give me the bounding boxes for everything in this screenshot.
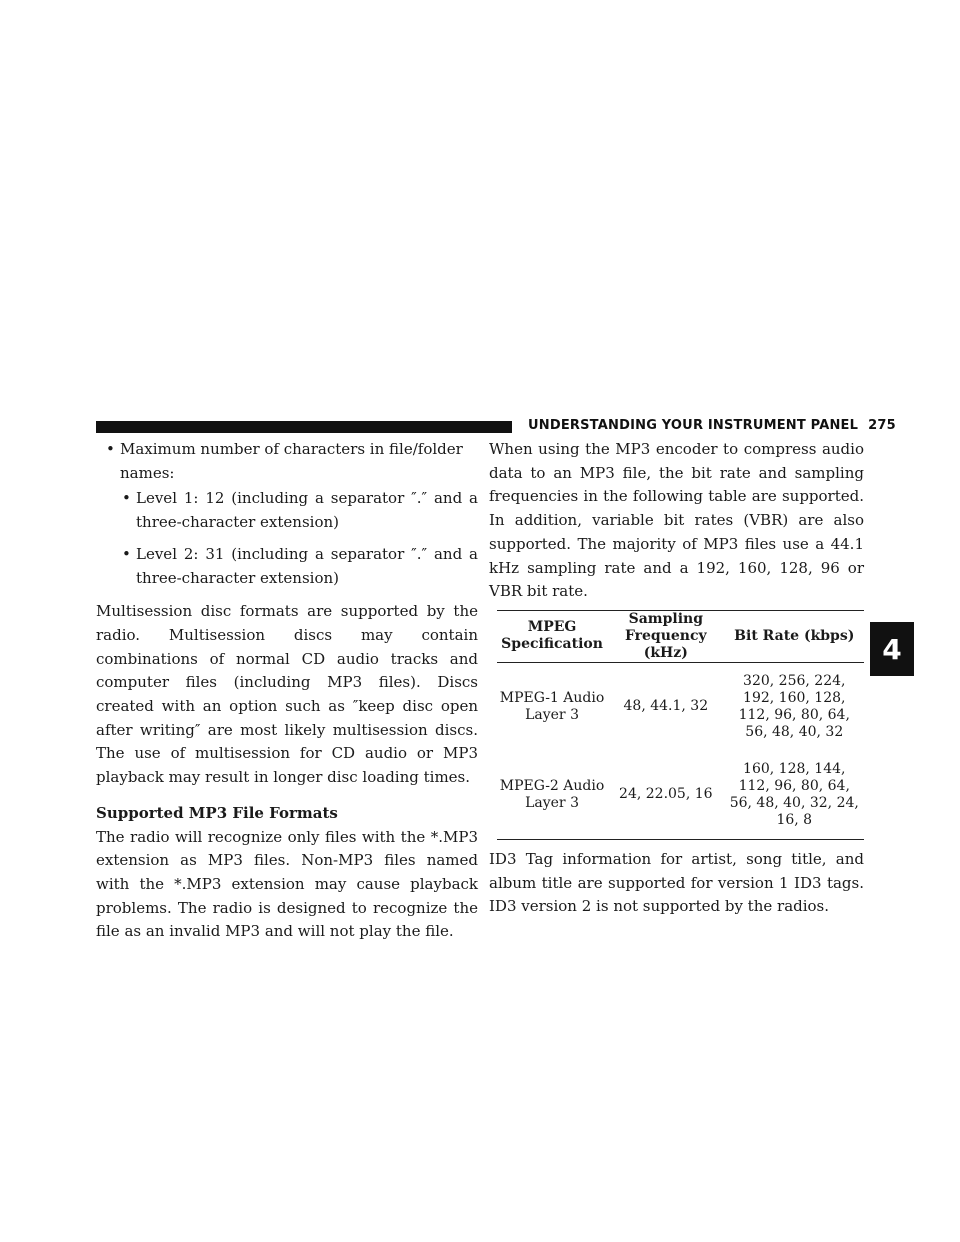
left-column — [96, 438, 478, 944]
column-header: MPEG Specification — [501, 619, 603, 653]
sub-bullet-text: Level 2: 31 (including a separator ″.″ and a three-character extension) — [136, 544, 478, 587]
mp3-spec-table — [497, 610, 864, 840]
column-header: Bit Rate (kbps) — [734, 627, 855, 644]
paragraph-id3: ID3 Tag information for artist, song title, and album title are supported for version 1 ID3 tags. ID3 version 2 is not supported by the radios. — [489, 849, 864, 916]
right-column — [489, 438, 864, 919]
sub-bullet-item — [122, 543, 478, 590]
table-row — [497, 662, 864, 751]
header-rule — [96, 421, 512, 433]
bullet-icon: • — [122, 544, 131, 563]
table-cell: 160, 128, 144, 112, 96, 80, 64, 56, 48, 40, 32, 24, 16, 8 — [729, 760, 859, 828]
chapter-tab: 4 — [870, 622, 914, 676]
column-header: Sampling Frequency (kHz) — [624, 610, 707, 661]
bullet-icon: • — [106, 440, 115, 458]
bullet-text: Maximum number of characters in file/folder names: — [120, 440, 463, 482]
sub-bullet-text: Level 1: 12 (including a separator ″.″ and a three-character extension) — [136, 489, 478, 532]
paragraph-formats: The radio will recognize only files with the *.MP3 extension as MP3 files. Non-MP3 files named with the *.MP3 extension may cause playback problems. The radio is designed to recognize the file as an invalid MP3 and will not play the file. — [96, 827, 478, 941]
table-cell: MPEG-2 Audio Layer 3 — [499, 777, 605, 811]
table-row — [497, 751, 864, 840]
table-cell: MPEG-1 Audio Layer 3 — [499, 689, 605, 723]
sub-bullet-item — [122, 487, 478, 534]
running-header — [528, 418, 896, 433]
paragraph-multisession: Multisession disc formats are supported by the radio. Multisession discs may contain combinations of normal CD audio tracks and computer files (including MP3 files). Discs created with an option such as ″keep disc open after writing″ are most likely multisession discs. The use of multisession for CD audio or MP3 playback may result in longer disc loading times. — [96, 602, 478, 787]
paragraph-encoder: When using the MP3 encoder to compress audio data to an MP3 file, the bit rate and sampling frequencies in the following table are supported. In addition, variable bit rates (VBR) are also supported. The majority of MP3 files use a 44.1 kHz sampling rate and a 192, 160, 128, 96 or VBR bit rate. — [489, 440, 864, 601]
section-title: UNDERSTANDING YOUR INSTRUMENT PANEL — [528, 418, 859, 433]
table-cell: 48, 44.1, 32 — [623, 698, 709, 715]
page-number: 275 — [868, 418, 896, 433]
bullet-item — [106, 438, 478, 485]
table-cell: 320, 256, 224, 192, 160, 128, 112, 96, 80, 64, 56, 48, 40, 32 — [738, 672, 850, 740]
bullet-icon: • — [122, 489, 131, 508]
table-cell: 24, 22.05, 16 — [619, 786, 713, 803]
section-heading: Supported MP3 File Formats — [96, 803, 338, 822]
table-header-row — [497, 610, 864, 662]
